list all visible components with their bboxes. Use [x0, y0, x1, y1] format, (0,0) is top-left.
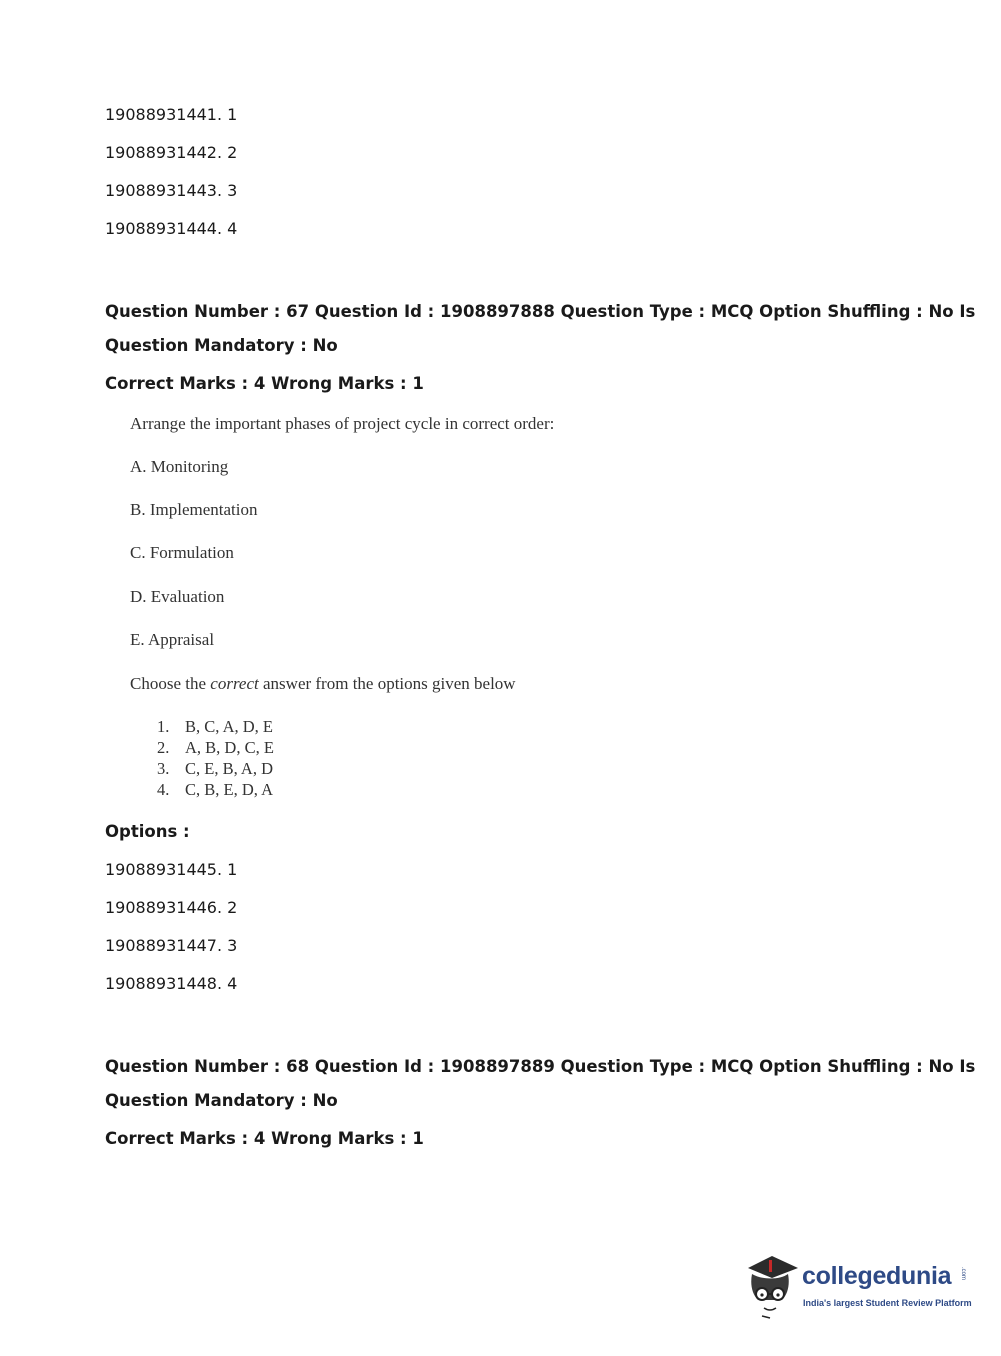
option-line: 19088931448. 4 [105, 974, 238, 993]
phase-item: D. Evaluation [130, 587, 225, 606]
option-line: 19088931441. 1 [105, 105, 238, 124]
answer-choice: 1. B, C, A, D, E [157, 717, 274, 736]
option-line: 19088931446. 2 [105, 898, 238, 917]
option-line: 19088931443. 3 [105, 181, 238, 200]
logo-name: collegedunia [802, 1262, 952, 1290]
answer-choice: 3. C, E, B, A, D [157, 759, 274, 778]
logo-suffix: .com [960, 1267, 966, 1281]
question-67-instruction: Choose the correct answer from the options given below [130, 674, 516, 693]
question-67-prompt: Arrange the important phases of project cycle in correct order: [130, 414, 555, 433]
mascot-icon [742, 1250, 802, 1320]
answer-choice: 4. C, B, E, D, A [157, 780, 274, 799]
question-67-mandatory: Question Mandatory : No [105, 336, 338, 355]
phase-item: A. Monitoring [130, 457, 229, 476]
phase-item: B. Implementation [130, 500, 258, 519]
collegedunia-logo [742, 1250, 972, 1320]
options-label: Options : [105, 822, 190, 841]
question-67-header: Question Number : 67 Question Id : 1908897888 Question Type : MCQ Option Shuffling : No Is [105, 302, 976, 321]
question-68-mandatory: Question Mandatory : No [105, 1091, 338, 1110]
logo-tagline: India's largest Student Review Platform [803, 1298, 972, 1308]
question-68-marks: Correct Marks : 4 Wrong Marks : 1 [105, 1129, 424, 1148]
option-line: 19088931442. 2 [105, 143, 238, 162]
answer-choice: 2. A, B, D, C, E [157, 738, 274, 757]
option-line: 19088931445. 1 [105, 860, 238, 879]
question-67-marks: Correct Marks : 4 Wrong Marks : 1 [105, 374, 424, 393]
option-line: 19088931447. 3 [105, 936, 238, 955]
question-68-header: Question Number : 68 Question Id : 1908897889 Question Type : MCQ Option Shuffling : No Is [105, 1057, 976, 1076]
phase-item: E. Appraisal [130, 630, 215, 649]
option-line: 19088931444. 4 [105, 219, 238, 238]
phase-item: C. Formulation [130, 543, 234, 562]
